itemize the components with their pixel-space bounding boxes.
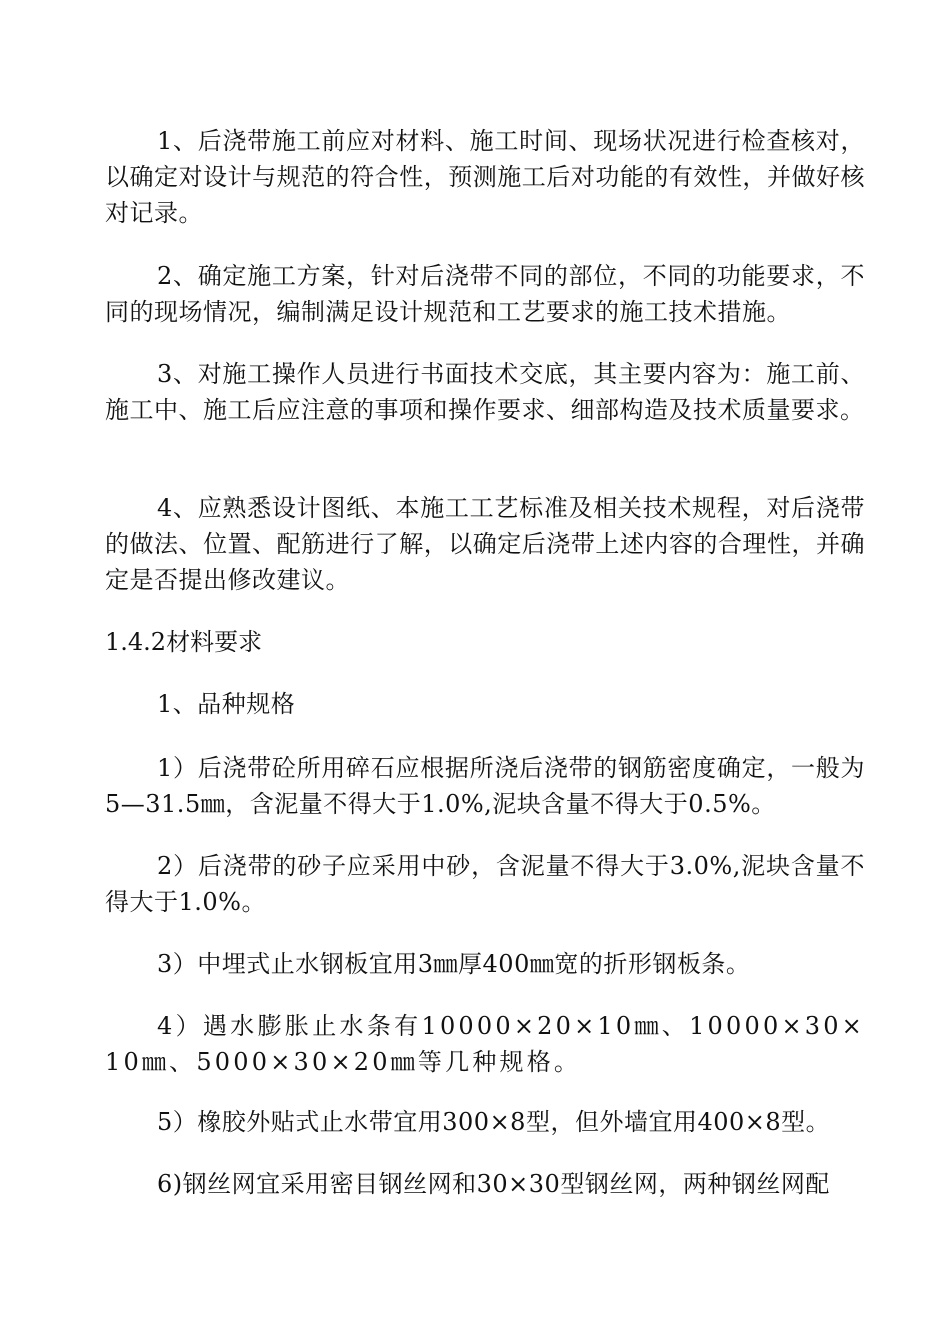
paragraph-8: 4）遇水膨胀止水条有10000×20×10㎜、10000×30×10㎜、5000×30×20㎜等几种规格。 — [105, 1012, 865, 1076]
paragraph-1: 1、后浇带施工前应对材料、施工时间、现场状况进行检查核对，以确定对设计与规范的符合性，预测施工后对功能的有效性，并做好核对记录。 — [105, 127, 865, 227]
paragraph-9: 5）橡胶外贴式止水带宜用300×8型，但外墙宜用400×8型。 — [157, 1108, 831, 1136]
paragraph-5: 1）后浇带砼所用碎石应根据所浇后浇带的钢筋密度确定，一般为5—31.5㎜，含泥量不得大于1.0%,泥块含量不得大于0.5%。 — [105, 754, 865, 818]
paragraph-3: 3、对施工操作人员进行书面技术交底，其主要内容为：施工前、施工中、施工后应注意的事项和操作要求、细部构造及技术质量要求。 — [105, 360, 865, 424]
paragraph-4: 4、应熟悉设计图纸、本施工工艺标准及相关技术规程，对后浇带的做法、位置、配筋进行了解，以确定后浇带上述内容的合理性，并确定是否提出修改建议。 — [105, 494, 865, 594]
paragraph-7: 3）中埋式止水钢板宜用3㎜厚400㎜宽的折形钢板条。 — [157, 950, 751, 978]
paragraph-6: 2）后浇带的砂子应采用中砂，含泥量不得大于3.0%,泥块含量不得大于1.0%。 — [105, 852, 865, 916]
subheading-varieties: 1、品种规格 — [157, 690, 296, 718]
paragraph-10: 6)钢丝网宜采用密目钢丝网和30×30型钢丝网，两种钢丝网配 — [157, 1170, 830, 1198]
paragraph-2: 2、确定施工方案，针对后浇带不同的部位，不同的功能要求，不同的现场情况，编制满足设计规范和工艺要求的施工技术措施。 — [105, 262, 865, 326]
section-heading: 1.4.2材料要求 — [105, 628, 263, 656]
